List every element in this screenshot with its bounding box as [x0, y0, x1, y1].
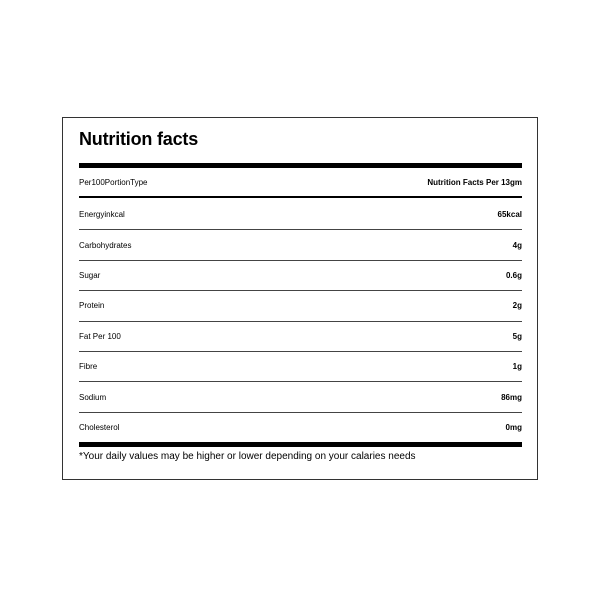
nutrient-value: 2g [512, 301, 522, 311]
nutrient-row-sugar [79, 261, 522, 291]
header-right-label: Nutrition Facts Per 13gm [427, 177, 522, 187]
nutrient-label: Carbohydrates [79, 240, 132, 250]
header-left-label: Per100PortionType [79, 177, 148, 187]
nutrient-label: Cholesterol [79, 423, 120, 433]
nutrient-row-energy [79, 200, 522, 230]
nutrition-facts-panel [62, 117, 538, 480]
nutrient-label: Fibre [79, 362, 98, 372]
nutrient-value: 5g [512, 331, 522, 341]
nutrient-label: Protein [79, 301, 105, 311]
nutrient-value: 0mg [505, 423, 522, 433]
footnote: *Your daily values may be higher or lower depending on your calaries needs [79, 451, 416, 462]
header-row [79, 168, 522, 198]
nutrient-value: 1g [512, 362, 522, 372]
panel-title: Nutrition facts [79, 129, 199, 149]
nutrient-row-protein [79, 291, 522, 321]
nutrient-row-fibre [79, 352, 522, 382]
nutrient-value: 0.6g [505, 270, 522, 280]
nutrient-row-cholesterol [79, 413, 522, 443]
nutrient-label: Fat Per 100 [79, 331, 121, 341]
nutrient-row-fat [79, 322, 522, 352]
nutrient-label: Sugar [79, 270, 101, 280]
bottom-divider [79, 442, 522, 447]
nutrient-row-carbohydrates [79, 230, 522, 260]
nutrient-value: 4g [512, 240, 522, 250]
nutrient-list [79, 200, 522, 443]
nutrient-value: 86mg [501, 392, 522, 402]
nutrient-label: Sodium [79, 392, 107, 402]
nutrient-label: Energyinkcal [79, 210, 125, 220]
nutrient-row-sodium [79, 382, 522, 412]
nutrient-value: 65kcal [497, 210, 522, 220]
